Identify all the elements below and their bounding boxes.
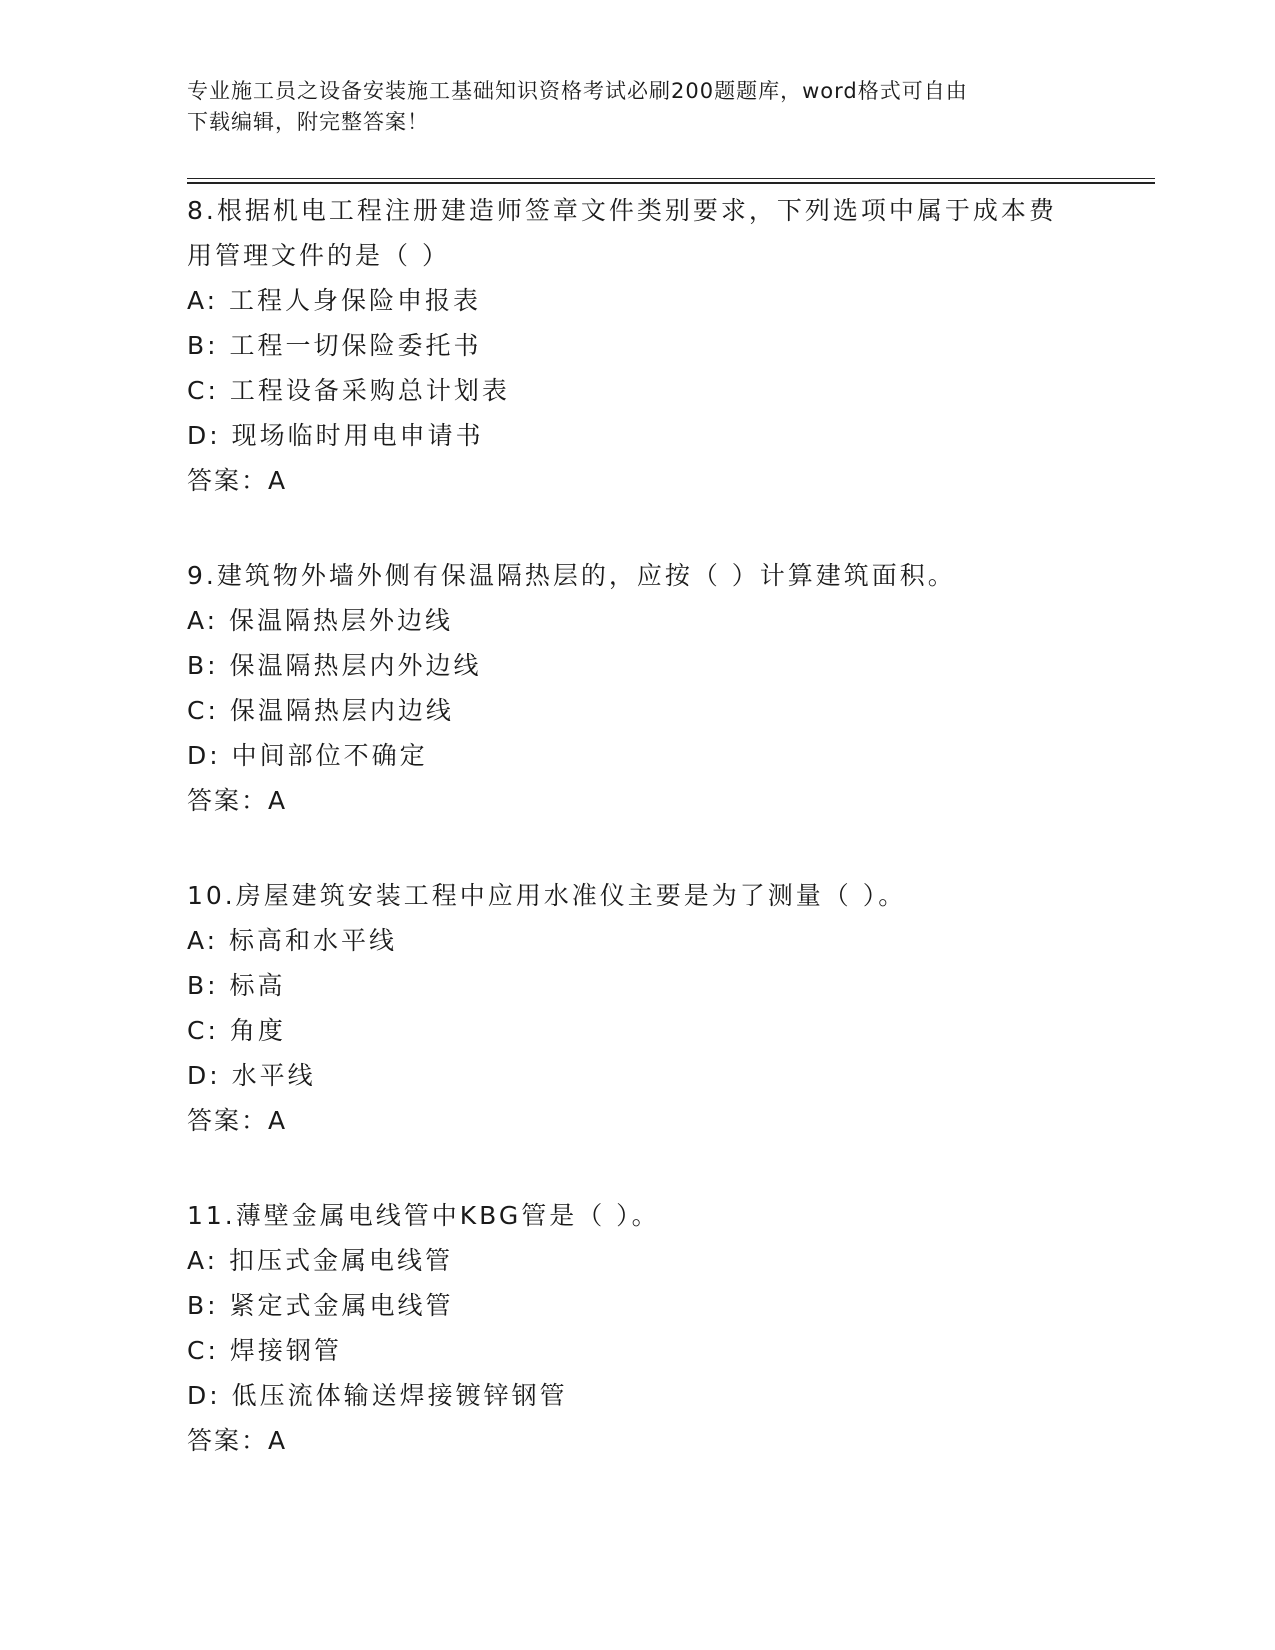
option-d: D: 水平线 bbox=[187, 1061, 316, 1090]
option-d: D: 现场临时用电申请书 bbox=[187, 421, 484, 450]
answer: 答案：A bbox=[187, 466, 288, 495]
question-stem: 10.房屋建筑安装工程中应用水准仪主要是为了测量（ ）。 bbox=[187, 881, 907, 910]
header-divider-bottom bbox=[187, 182, 1155, 184]
option-a: A: 标高和水平线 bbox=[187, 926, 398, 955]
document-description: 专业施工员之设备安装施工基础知识资格考试必刷200题题库，word格式可自由 下载编辑，附完整答案！ bbox=[187, 79, 968, 134]
header-divider-top bbox=[187, 178, 1155, 179]
option-a: A: 保温隔热层外边线 bbox=[187, 606, 454, 635]
option-b: B: 工程一切保险委托书 bbox=[187, 331, 482, 360]
question-stem: 8.根据机电工程注册建造师签章文件类别要求，下列选项中属于成本费用管理文件的是（ ） bbox=[187, 196, 1057, 270]
option-a: A: 工程人身保险申报表 bbox=[187, 286, 482, 315]
option-d: D: 中间部位不确定 bbox=[187, 741, 428, 770]
question-stem: 9.建筑物外墙外侧有保温隔热层的，应按（ ）计算建筑面积。 bbox=[187, 561, 956, 590]
option-d: D: 低压流体输送焊接镀锌钢管 bbox=[187, 1381, 568, 1410]
option-c: C: 角度 bbox=[187, 1016, 286, 1045]
question-9 bbox=[187, 553, 1077, 823]
answer: 答案：A bbox=[187, 1106, 288, 1135]
option-c: C: 保温隔热层内边线 bbox=[187, 696, 454, 725]
answer: 答案：A bbox=[187, 1426, 288, 1455]
option-c: C: 焊接钢管 bbox=[187, 1336, 342, 1365]
option-a: A: 扣压式金属电线管 bbox=[187, 1246, 454, 1275]
question-8 bbox=[187, 188, 1077, 503]
option-b: B: 紧定式金属电线管 bbox=[187, 1291, 454, 1320]
option-c: C: 工程设备采购总计划表 bbox=[187, 376, 510, 405]
option-b: B: 保温隔热层内外边线 bbox=[187, 651, 482, 680]
answer: 答案：A bbox=[187, 786, 288, 815]
question-stem: 11.薄壁金属电线管中KBG管是（ ）。 bbox=[187, 1201, 660, 1230]
question-10 bbox=[187, 873, 1077, 1143]
question-11 bbox=[187, 1193, 1077, 1463]
option-b: B: 标高 bbox=[187, 971, 286, 1000]
